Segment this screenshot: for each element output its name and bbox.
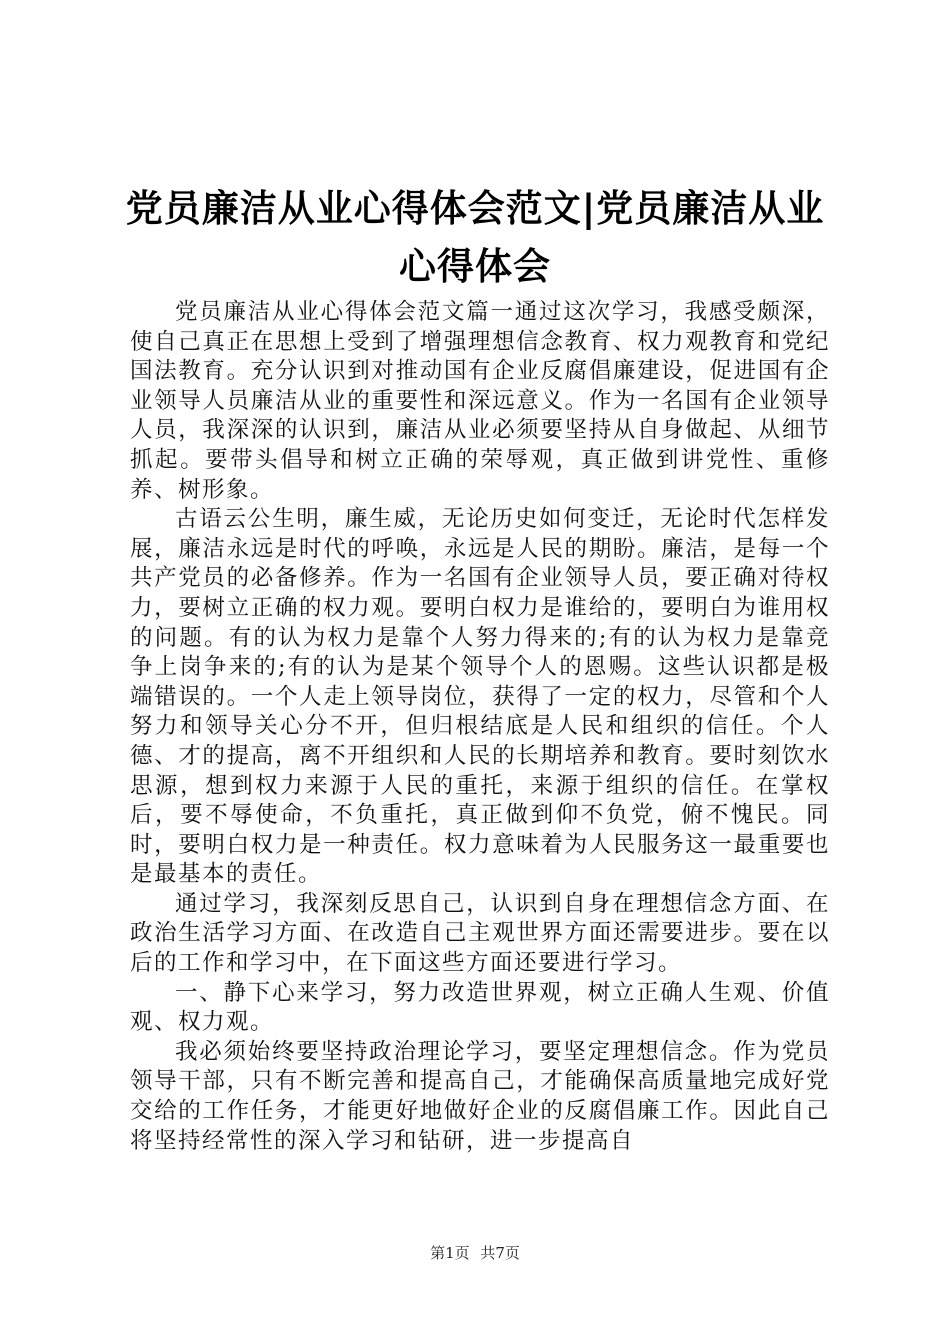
paragraph-5: 我必须始终要坚持政治理论学习，要坚定理想信念。作为党员领导干部，只有不断完善和提高自己，才能确保高质量地完成好党交给的工作任务，才能更好地做好企业的反腐倡廉工作。因此自己将坚持经常性的深入学习和钻研，进一步提高自 [130,1038,830,1154]
paragraph-1: 党员廉洁从业心得体会范文篇一通过这次学习，我感受颇深，使自己真正在思想上受到了增强理想信念教育、权力观教育和党纪国法教育。充分认识到对推动国有企业反腐倡廉建设，促进国有企业领导人员廉洁从业的重要性和深远意义。作为一名国有企业领导人员，我深深的认识到，廉洁从业必须要坚持从自身做起、从细节抓起。要带头倡导和树立正确的荣辱观，真正做到讲党性、重修养、树形象。 [130,299,830,503]
paragraph-4: 一、静下心来学习，努力改造世界观，树立正确人生观、价值观、权力观。 [130,979,830,1036]
page-total: 共7页 [480,1244,520,1262]
paragraph-2: 古语云公生明，廉生威，无论历史如何变迁，无论时代怎样发展，廉洁永远是时代的呼唤，永远是人民的期盼。廉洁，是每一个共产党员的必备修养。作为一名国有企业领导人员，要正确对待权力，要树立正确的权力观。要明白权力是谁给的，要明白为谁用权的问题。有的认为权力是靠个人努力得来的;有的认为权力是靠竞争上岗争来的;有的认为是某个领导个人的恩赐。这些认识都是极端错误的。一个人走上领导岗位，获得了一定的权力，尽管和个人努力和领导关心分不开，但归根结底是人民和组织的信任。个人德、才的提高，离不开组织和人民的长期培养和教育。要时刻饮水思源，想到权力来源于人民的重托，来源于组织的信任。在掌权后，要不辱使命，不负重托，真正做到仰不负党，俯不愧民。同时，要明白权力是一种责任。权力意味着为人民服务这一最重要也是最基本的责任。 [130,506,830,888]
page-footer [0,1243,950,1263]
paragraph-3: 通过学习，我深刻反思自己，认识到自身在理想信念方面、在政治生活学习方面、在改造自己主观世界方面还需要进步。要在以后的工作和学习中，在下面这些方面还要进行学习。 [130,890,830,977]
page-number: 第1页 [430,1244,470,1262]
document-title: 党员廉洁从业心得体会范文|党员廉洁从业心得体会 [125,187,825,288]
document-body [130,298,830,1156]
